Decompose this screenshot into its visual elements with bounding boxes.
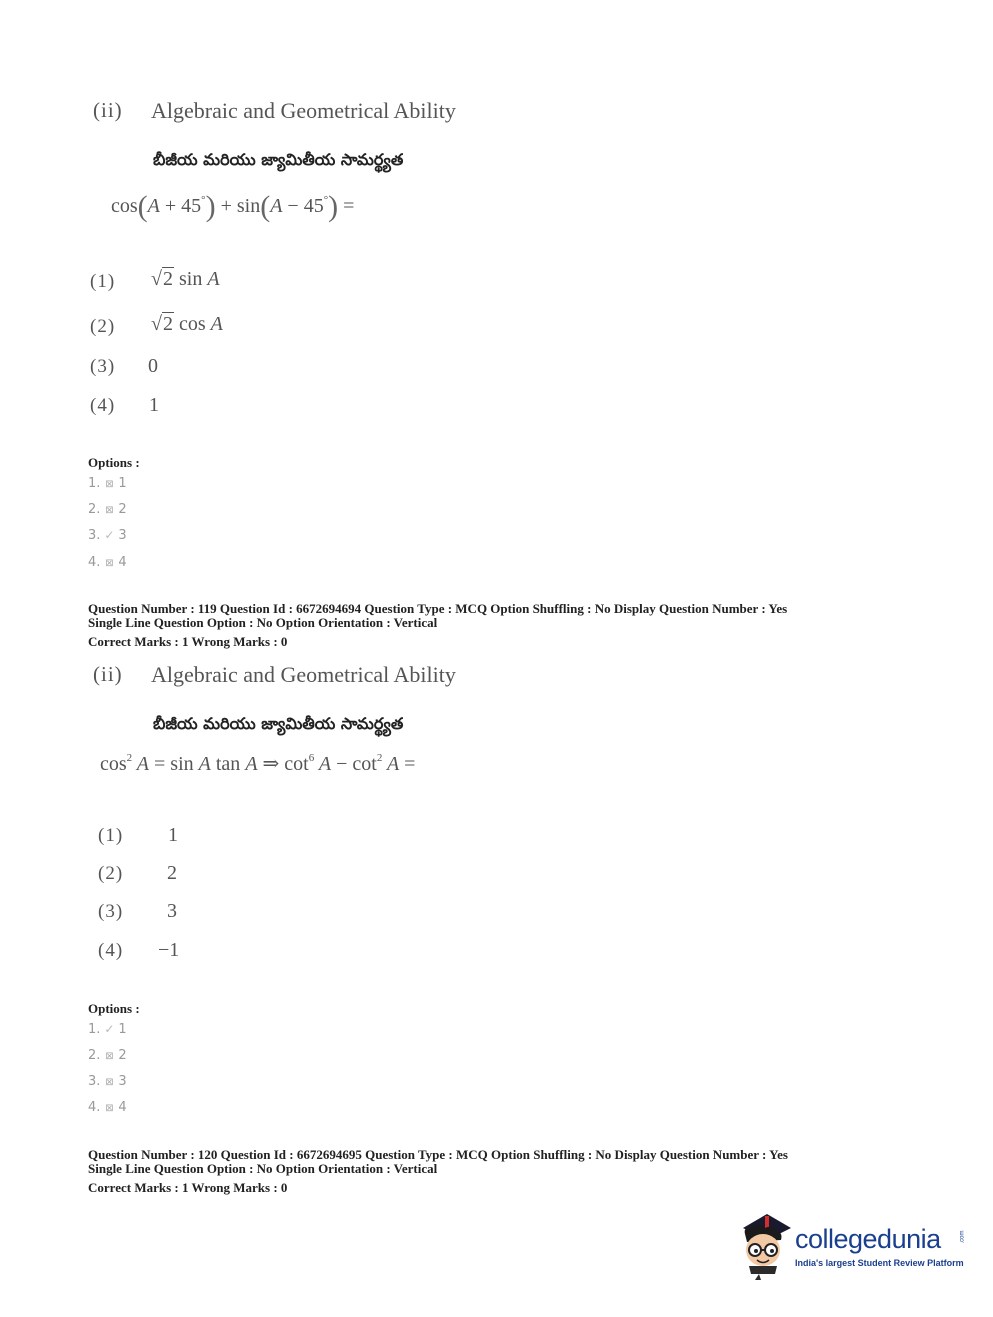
wrong-mark-icon: ⊠ bbox=[105, 1103, 114, 1114]
radicand: 2 bbox=[162, 313, 173, 335]
sqrt-symbol: √2 bbox=[151, 313, 173, 335]
wrong-mark-icon: ⊠ bbox=[105, 1051, 114, 1062]
option-value: 2 bbox=[118, 1048, 127, 1063]
formula-exponent: 2 bbox=[126, 752, 133, 764]
choice-text: 3 bbox=[167, 900, 177, 922]
formula-var: A bbox=[314, 753, 332, 775]
formula-part: ⇒ cot bbox=[257, 753, 309, 775]
choice-text: 1 bbox=[149, 394, 159, 416]
formula-part: cos bbox=[111, 195, 138, 217]
option-number: 3. bbox=[88, 528, 101, 543]
formula-part: = sin bbox=[149, 753, 199, 775]
wrong-mark-icon: ⊠ bbox=[105, 479, 114, 490]
logo-com: .com bbox=[959, 1230, 966, 1244]
option-row bbox=[88, 1048, 127, 1063]
option-number: 1. bbox=[88, 476, 101, 491]
question-meta-line2: Single Line Question Option : No Option Orientation : Vertical bbox=[88, 1161, 438, 1176]
option-row bbox=[88, 1100, 127, 1115]
wrong-mark-icon: ⊠ bbox=[105, 505, 114, 516]
choice-func: cos bbox=[173, 313, 211, 335]
choice-number: (3) bbox=[98, 901, 124, 922]
option-row bbox=[88, 555, 127, 570]
option-row bbox=[88, 476, 127, 491]
choice-text: 2 bbox=[167, 862, 177, 884]
option-number: 4. bbox=[88, 1100, 101, 1115]
check-mark-icon: ✓ bbox=[104, 528, 115, 542]
option-row bbox=[88, 1074, 127, 1089]
choice-number: (1) bbox=[90, 271, 116, 292]
option-value: 2 bbox=[118, 502, 127, 517]
choice-text bbox=[151, 313, 223, 336]
formula-var: A bbox=[382, 753, 400, 775]
choice-text: 1 bbox=[168, 824, 178, 846]
choice-var: A bbox=[210, 313, 223, 335]
degree-symbol: ° bbox=[323, 194, 329, 206]
section-number: (ii) bbox=[93, 98, 123, 122]
formula-part: − 45 bbox=[282, 195, 324, 217]
formula-part: cos bbox=[100, 753, 127, 775]
option-row bbox=[88, 528, 127, 543]
choice-number: (2) bbox=[90, 316, 116, 337]
question-formula bbox=[100, 751, 415, 776]
logo-tagline: India's largest Student Review Platform bbox=[795, 1258, 964, 1268]
choice-func: sin bbox=[173, 268, 208, 290]
choice-var: A bbox=[207, 268, 220, 290]
option-value: 3 bbox=[118, 1074, 127, 1089]
option-row bbox=[88, 502, 127, 517]
question-meta-line1: Question Number : 120 Question Id : 6672694695 Question Type : MCQ Option Shuffling : No Display Question Number : Yes bbox=[88, 1147, 788, 1162]
telugu-section-title: బీజీయ మరియు జ్యామితీయ సామర్థ్యత bbox=[153, 150, 404, 169]
telugu-section-title: బీజీయ మరియు జ్యామితీయ సామర్థ్యత bbox=[153, 714, 404, 733]
choice-text bbox=[151, 268, 220, 291]
option-value: 1 bbox=[118, 1022, 127, 1037]
section-title: Algebraic and Geometrical Ability bbox=[151, 98, 456, 123]
formula-part: + 45 bbox=[159, 195, 202, 217]
formula-part: = bbox=[338, 195, 355, 217]
logo-wordmark: collegedunia bbox=[795, 1224, 941, 1254]
option-number: 3. bbox=[88, 1074, 101, 1089]
option-row bbox=[88, 1022, 127, 1037]
choice-number: (3) bbox=[90, 356, 116, 377]
wrong-mark-icon: ⊠ bbox=[105, 558, 114, 569]
sqrt-symbol: √2 bbox=[151, 268, 173, 290]
section-number: (ii) bbox=[93, 662, 123, 686]
formula-part: − cot bbox=[331, 753, 377, 775]
formula-var: A bbox=[245, 753, 258, 775]
question-formula: cos(A + 45°) + sin(A − 45°) = bbox=[111, 190, 355, 223]
formula-part: tan bbox=[210, 753, 246, 775]
formula-part: + sin bbox=[215, 195, 261, 217]
mascot-icon bbox=[735, 1210, 795, 1282]
choice-text: −1 bbox=[158, 939, 180, 961]
option-value: 1 bbox=[118, 476, 127, 491]
formula-exponent: 6 bbox=[308, 752, 315, 764]
question-meta-line3: Correct Marks : 1 Wrong Marks : 0 bbox=[88, 1180, 288, 1195]
choice-number: (4) bbox=[90, 395, 116, 416]
option-number: 2. bbox=[88, 502, 101, 517]
formula-exponent: 2 bbox=[376, 752, 383, 764]
options-label: Options : bbox=[88, 455, 140, 470]
formula-var: A bbox=[270, 195, 283, 217]
choice-number: (2) bbox=[98, 863, 124, 884]
option-number: 2. bbox=[88, 1048, 101, 1063]
collegedunia-logo[interactable] bbox=[735, 1210, 965, 1282]
choice-text: 0 bbox=[148, 355, 158, 377]
option-number: 1. bbox=[88, 1022, 101, 1037]
option-value: 4 bbox=[118, 1100, 127, 1115]
section-title: Algebraic and Geometrical Ability bbox=[151, 662, 456, 687]
formula-var: A bbox=[132, 753, 150, 775]
formula-var: A bbox=[147, 195, 160, 217]
formula-var: A bbox=[198, 753, 211, 775]
degree-symbol: ° bbox=[201, 194, 206, 206]
question-meta-line1: Question Number : 119 Question Id : 6672694694 Question Type : MCQ Option Shuffling : No Display Question Number : Yes bbox=[88, 601, 788, 616]
options-label: Options : bbox=[88, 1001, 140, 1016]
formula-part: = bbox=[399, 753, 416, 775]
choice-number: (4) bbox=[98, 940, 124, 961]
question-meta-line3: Correct Marks : 1 Wrong Marks : 0 bbox=[88, 634, 288, 649]
question-meta-line2: Single Line Question Option : No Option Orientation : Vertical bbox=[88, 615, 438, 630]
check-mark-icon: ✓ bbox=[104, 1022, 115, 1036]
option-value: 4 bbox=[118, 555, 127, 570]
radicand: 2 bbox=[162, 268, 173, 290]
choice-number: (1) bbox=[98, 825, 124, 846]
option-value: 3 bbox=[118, 528, 127, 543]
option-number: 4. bbox=[88, 555, 101, 570]
wrong-mark-icon: ⊠ bbox=[105, 1077, 114, 1088]
